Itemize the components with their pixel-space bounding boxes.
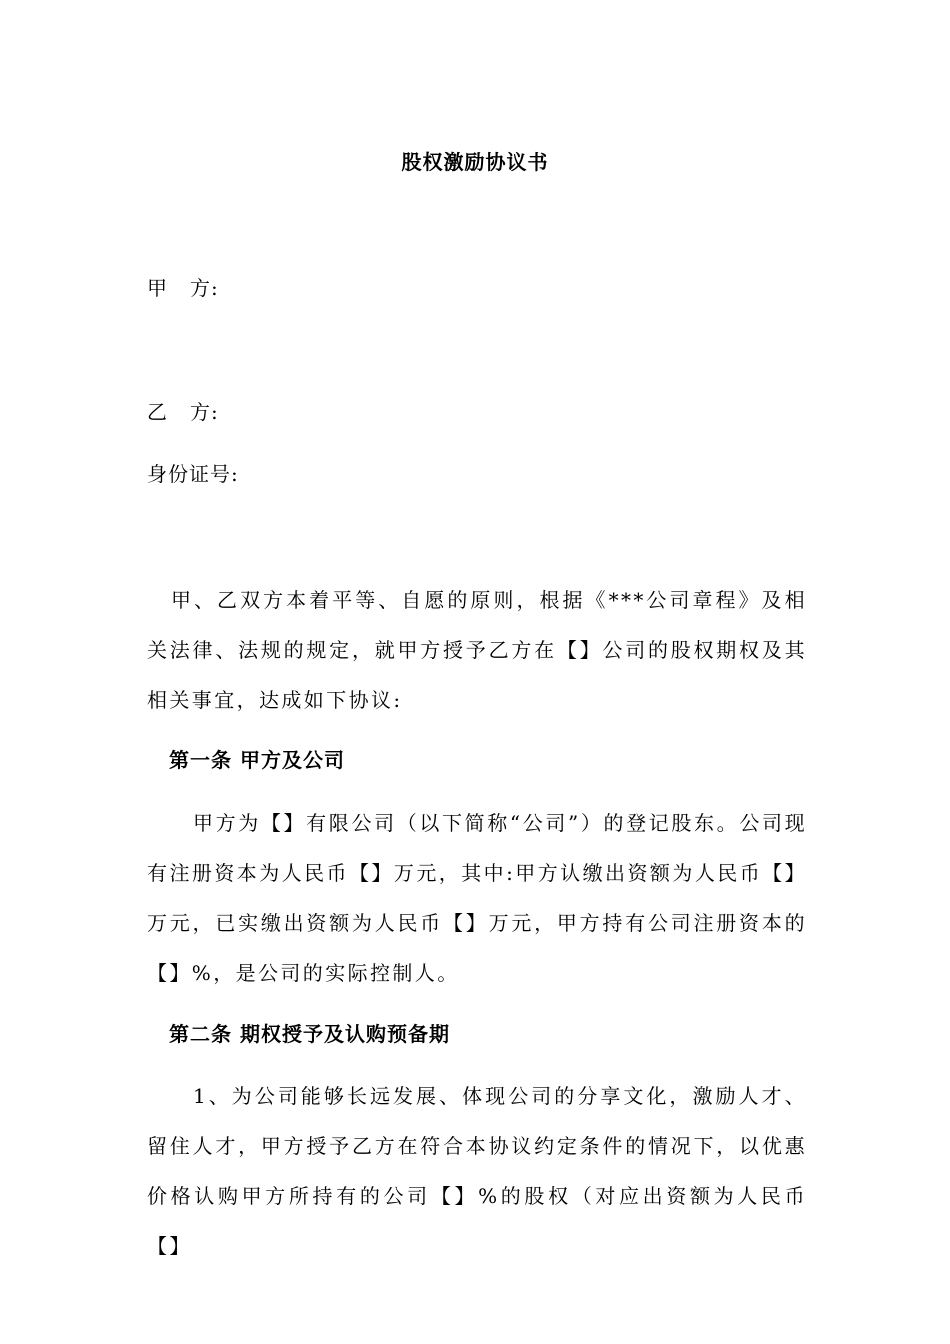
party-b-field [147,397,219,427]
article-1-heading: 第一条 甲方及公司 [169,748,345,772]
article-1-body: 甲方为【】有限公司（以下简称“公司”）的登记股东。公司现有注册资本为人民币【】万元，其中:甲方认缴出资额为人民币【】万元，已实缴出资额为人民币【】万元，甲方持有公司注册资本的【】%，是公司的实际控制人。 [147,811,807,985]
document-title: 股权激励协议书 [401,150,549,174]
party-a-label: 甲 [147,276,168,300]
article-2-heading: 第二条 期权授予及认购预备期 [169,1022,450,1046]
intro-paragraph: 甲、乙双方本着平等、自愿的原则，根据《***公司章程》及相关法律、法规的规定，就甲方授予乙方在【】公司的股权期权及其相关事宜，达成如下协议: [147,588,807,712]
article-2-body: 1、为公司能够长远发展、体现公司的分享文化，激励人才、留住人才，甲方授予乙方在符合本协议约定条件的情况下，以优惠价格认购甲方所持有的公司【】%的股权（对应出资额为人民币【】 [147,1084,807,1258]
party-b-suffix: 方: [190,400,219,424]
party-b-label: 乙 [147,400,168,424]
party-a-field [147,273,219,303]
party-a-suffix: 方: [190,276,219,300]
id-number-field [147,459,239,489]
id-number-label: 身份证号: [147,462,239,486]
